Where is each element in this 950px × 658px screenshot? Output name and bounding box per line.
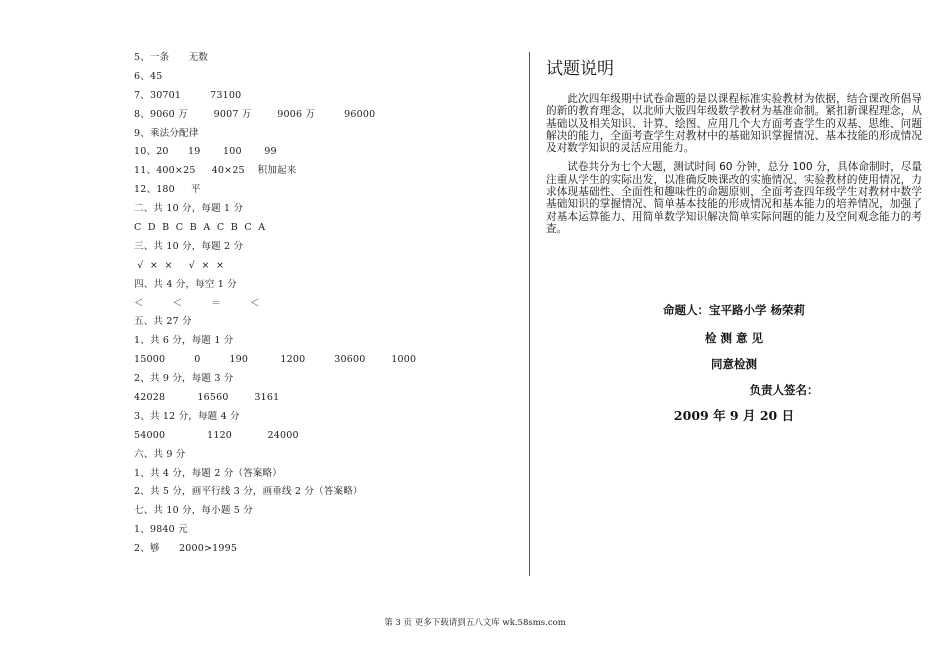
answer-line: 2、够 2000>1995 (134, 543, 238, 555)
explanation-paragraph: 此次四年级期中试卷命题的是以课程标准实验教材为依据，结合课改所倡导的新的教育理念，以北师大版四年级数学教材为基准命制。紧扣新课程理念，从基础以及相关知识、计算、绘图、应用几个大方面考查学生的双基、思维、问题解决的能力，全面考查学生对教材中的基础知识掌握情况、基本技能的形成情况及对数学知识的灵活应用能力。 (546, 93, 922, 155)
answer-line: 10、20 19 100 99 (134, 146, 277, 158)
section-heading: 二、共 10 分，每题 1 分 (134, 203, 244, 215)
answer-line: 11、400×25 40×25 积加起来 (134, 165, 297, 177)
answer-line: 1、共 4 分，每题 2 分（答案略） (134, 467, 283, 479)
answer-line: 6、45 (134, 70, 163, 82)
answer-line: 15000 0 190 1200 30600 1000 (134, 354, 417, 366)
signature-line: 负责人签名： (749, 383, 819, 397)
answer-line: 1、共 6 分，每题 1 分 (134, 335, 234, 347)
section-heading: 四、共 4 分，每空 1 分 (134, 278, 237, 290)
answer-line: 3、共 12 分，每题 4 分 (134, 410, 240, 422)
answer-line: C D B C B A C B C A (134, 222, 266, 234)
answer-line: 7、30701 73100 (134, 89, 242, 101)
answer-line: 12、180 平 (134, 184, 201, 196)
review-opinion: 同意检测 (711, 357, 757, 371)
section-heading: 七、共 10 分，每小题 5 分 (134, 505, 253, 517)
author-line: 命题人：宝平路小学 杨荣莉 (662, 303, 805, 317)
explanation-paragraph: 试卷共分为七个大题，测试时间 60 分钟，总分 100 分，具体命制时，尽量注重从学生的实际出发，以准确反映课改的实施情况、实验教材的使用情况，力求体现基础性、全面性和趣味性的命题原则，全面考查四年级学生对教材中数学基础知识的掌握情况、简单基本技能的形成情况和基本能力的培养情况，加强了对基本运算能力、用简单数学知识解决简单实际问题的能力及空间观念能力的考查。 (546, 161, 922, 235)
answer-line: 1、9840 元 (134, 524, 188, 536)
page-footer: 第 3 页 更多下载请到五八文库 wk.58sms.com (384, 618, 566, 628)
answer-line: 5、一条 无数 (134, 52, 209, 63)
answer-line: 42028 16560 3161 (134, 392, 280, 404)
section-heading: 三、共 10 分，每题 2 分 (134, 240, 244, 252)
date-line: 2009 年 9 月 20 日 (673, 408, 795, 423)
answer-line: √ × × √ × × (134, 259, 225, 271)
column-divider (529, 52, 530, 576)
section-heading: 五、共 27 分 (134, 316, 192, 328)
answer-line: ＜ ＜ ＝ ＜ (134, 297, 260, 309)
explanation-title: 试题说明 (546, 59, 614, 79)
answer-line: 9、乘法分配律 (134, 127, 199, 139)
section-heading: 六、共 9 分 (134, 448, 186, 460)
review-heading: 检 测 意 见 (704, 331, 763, 345)
answer-line: 54000 1120 24000 (134, 429, 299, 441)
explanation-section (546, 58, 922, 235)
answer-key (134, 52, 514, 562)
answer-line: 2、共 9 分，每题 3 分 (134, 373, 234, 385)
answer-line: 8、9060 万 9007 万 9006 万 96000 (134, 108, 376, 120)
answer-line: 2、共 5 分，画平行线 3 分，画垂线 2 分（答案略） (134, 486, 363, 498)
